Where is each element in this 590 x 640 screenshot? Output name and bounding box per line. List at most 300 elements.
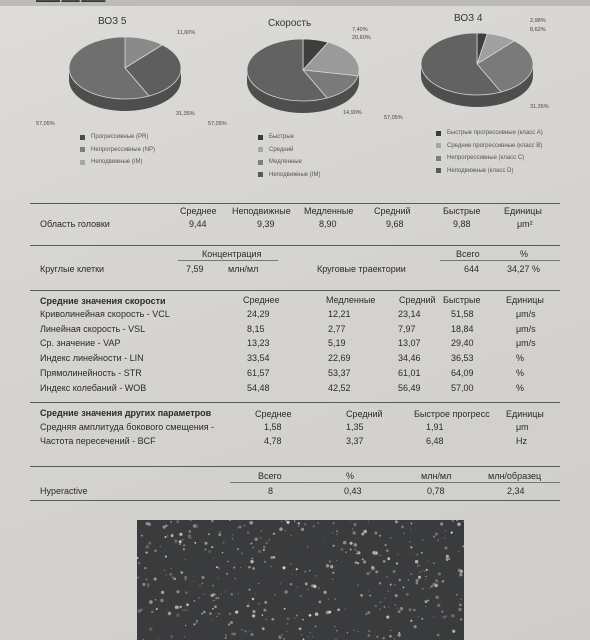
cell-speck [417, 564, 420, 567]
cell-speck [451, 614, 454, 617]
col-header: Единицы [504, 206, 542, 216]
cell-speck [390, 630, 391, 631]
cell-speck [174, 539, 177, 542]
value: 42,52 [328, 382, 351, 393]
cell-speck [379, 608, 381, 610]
cell-speck [215, 597, 217, 599]
value: 2,34 [507, 486, 525, 496]
cell-speck [271, 618, 274, 621]
pie-label: 31,35% [176, 111, 195, 117]
cell-speck [164, 570, 165, 571]
cell-speck [353, 630, 354, 631]
cell-speck [422, 587, 424, 589]
value: 56,49 [398, 382, 421, 393]
value: 51,58 [451, 309, 474, 319]
cell-speck [452, 520, 454, 522]
cell-speck [180, 571, 183, 574]
value: 29,40 [451, 338, 474, 349]
cell-speck [172, 576, 174, 578]
cell-speck [281, 521, 282, 522]
cell-speck [208, 550, 211, 553]
cell-speck [395, 594, 398, 597]
cell-speck [422, 540, 423, 541]
cell-speck [282, 634, 284, 636]
cell-speck [147, 586, 148, 587]
cell-speck [442, 580, 445, 583]
value: 9,39 [257, 219, 275, 229]
cell-speck [213, 593, 215, 595]
cell-speck [235, 610, 238, 613]
speed-row-label: Индекс линейности - LIN [40, 353, 144, 364]
chart-title-who5: ВОЗ 5 [98, 16, 127, 27]
cell-speck [184, 636, 185, 637]
cell-speck [282, 566, 285, 569]
cell-speck [363, 560, 366, 563]
cell-speck [287, 623, 288, 624]
cell-speck [444, 537, 446, 539]
cell-speck [262, 627, 265, 630]
microscopy-texture [137, 520, 464, 640]
value: 54,48 [247, 382, 270, 393]
cell-speck [179, 533, 182, 536]
cell-speck [389, 635, 392, 638]
cell-speck [250, 633, 253, 636]
cell-speck [194, 542, 196, 544]
cell-speck [332, 532, 333, 533]
cell-speck [330, 565, 333, 568]
cell-speck [334, 626, 336, 628]
value: 0,78 [427, 486, 445, 496]
col-header: Среднее [243, 295, 280, 305]
cell-speck [403, 587, 405, 589]
cell-speck [336, 560, 337, 561]
unit: % [516, 382, 525, 393]
cell-speck [225, 590, 226, 591]
cell-speck [333, 545, 335, 547]
cell-speck [175, 606, 178, 609]
cell-speck [268, 539, 270, 541]
speed-row-label: Индекс колебаний - WOB [40, 382, 147, 393]
cell-speck [398, 610, 401, 613]
cell-speck [433, 583, 436, 586]
legend-who5 [80, 131, 155, 169]
cell-speck [184, 576, 187, 579]
cell-speck [446, 555, 449, 558]
cell-speck [368, 630, 370, 632]
cell-speck [463, 521, 464, 522]
cell-speck [184, 559, 185, 560]
cell-speck [386, 576, 388, 578]
cell-speck [248, 566, 250, 568]
cell-speck [209, 612, 212, 615]
cell-speck [171, 534, 173, 536]
value: 13,07 [398, 338, 421, 349]
cell-speck [424, 571, 425, 572]
cell-speck [186, 610, 187, 611]
cell-speck [274, 594, 276, 596]
cell-speck [317, 522, 319, 524]
cell-speck [216, 616, 217, 617]
cell-speck [456, 594, 458, 596]
cell-speck [458, 608, 461, 611]
cell-speck [260, 530, 262, 532]
cell-speck [149, 600, 153, 604]
cell-speck [220, 594, 221, 595]
cell-speck [243, 629, 244, 630]
cell-speck [307, 589, 308, 590]
cell-speck [249, 521, 253, 525]
cell-speck [225, 634, 227, 636]
divider [178, 260, 278, 261]
cell-speck [182, 539, 183, 540]
value: 12,21 [328, 309, 351, 319]
cell-speck [213, 600, 214, 601]
cell-speck [255, 593, 256, 594]
cell-speck [387, 591, 388, 592]
cell-speck [383, 560, 386, 563]
cell-speck [232, 538, 233, 539]
legend-swatch [80, 147, 85, 152]
cell-speck [379, 582, 381, 584]
legend-label: Непрогрессивные (NP) [91, 146, 155, 153]
cell-speck [186, 603, 189, 606]
cell-speck [249, 589, 251, 591]
cell-speck [231, 593, 233, 595]
cell-speck [445, 595, 446, 596]
col-header: Неподвижные [232, 206, 291, 216]
cell-speck [237, 548, 239, 550]
cell-speck [345, 551, 347, 553]
cell-speck [222, 552, 224, 554]
cell-speck [151, 610, 153, 612]
legend-label: Неподвижные (класс D) [447, 167, 514, 174]
cell-speck [179, 543, 181, 545]
legend-label: Неподвижные (IM) [91, 159, 143, 166]
cell-speck [208, 533, 210, 535]
cell-speck [368, 590, 369, 591]
legend-swatch [258, 135, 263, 140]
cell-speck [433, 535, 435, 537]
cell-speck [284, 608, 286, 610]
unit: μm/s [516, 309, 536, 319]
cell-speck [185, 591, 188, 594]
cell-speck [240, 567, 241, 568]
cell-speck [258, 603, 260, 605]
cell-speck [290, 563, 292, 565]
cell-speck [459, 604, 462, 607]
cell-speck [312, 636, 313, 637]
cell-speck [229, 520, 231, 521]
legend-label: Неподвижные (IM) [269, 171, 321, 178]
cell-speck [354, 543, 358, 547]
value: 1,91 [426, 422, 444, 432]
speed-row-label: Линейная скорость - VSL [40, 323, 146, 334]
cell-speck [438, 582, 439, 583]
pie-label: 57,05% [384, 115, 403, 121]
pie-label: 31,35% [530, 104, 549, 110]
cell-speck [357, 584, 359, 586]
cell-speck [241, 629, 243, 631]
cell-speck [385, 598, 386, 599]
cell-speck [328, 611, 331, 614]
cell-speck [352, 531, 356, 535]
cell-speck [416, 579, 419, 582]
value: 53,37 [328, 367, 351, 378]
cell-speck [410, 546, 412, 548]
value: 34,46 [398, 353, 421, 364]
cell-speck [427, 600, 429, 602]
cell-speck [379, 555, 381, 557]
cell-speck [433, 616, 434, 617]
cell-speck [218, 567, 220, 569]
cell-speck [254, 538, 258, 542]
cell-speck [435, 533, 438, 536]
col-header: Быстрые [443, 206, 481, 216]
cell-speck [460, 618, 462, 620]
cell-speck [413, 609, 415, 611]
value: 33,54 [247, 353, 270, 364]
legend-speed [258, 131, 320, 181]
pie-label: 7,40% [352, 27, 368, 33]
other-row-label: Частота пересечений - BCF [40, 436, 156, 446]
col-header: млн/мл [421, 471, 452, 481]
legend-who4 [436, 127, 543, 177]
legend-swatch [258, 160, 263, 165]
value: 7,97 [398, 323, 416, 334]
cell-speck [238, 593, 239, 594]
cell-speck [458, 569, 461, 572]
cell-speck [435, 579, 438, 582]
value: 61,57 [247, 367, 270, 378]
cell-speck [383, 637, 385, 639]
cell-speck [283, 638, 284, 639]
cell-speck [399, 632, 401, 634]
cell-speck [410, 620, 412, 622]
col-header: Концентрация [202, 249, 262, 259]
cell-speck [229, 612, 232, 615]
cell-speck [307, 546, 308, 547]
cell-speck [147, 583, 150, 586]
cell-speck [357, 562, 359, 564]
cell-speck [218, 533, 221, 536]
cell-speck [387, 557, 390, 560]
value: 1,35 [346, 422, 364, 432]
cell-speck [326, 564, 329, 567]
cell-speck [296, 614, 298, 616]
cell-speck [360, 594, 363, 597]
cell-speck [218, 613, 220, 615]
value: 9,68 [386, 219, 404, 229]
cell-speck [220, 531, 221, 532]
cell-speck [366, 572, 369, 575]
cell-speck [214, 605, 217, 608]
cell-speck [145, 579, 147, 581]
cell-speck [284, 590, 287, 593]
cell-speck [199, 585, 200, 586]
cell-speck [361, 533, 364, 536]
cell-speck [247, 531, 250, 534]
cell-speck [459, 573, 462, 576]
cell-speck [426, 569, 428, 571]
value: 4,78 [264, 436, 282, 446]
col-header: Медленные [326, 295, 376, 305]
cell-speck [444, 546, 447, 549]
cell-speck [203, 594, 204, 595]
cell-speck [230, 621, 233, 624]
cell-speck [304, 523, 306, 525]
pie-chart-who5 [60, 28, 190, 123]
cell-speck [183, 544, 185, 546]
header-mark: ▬▬▬▬ ▬▬▬ ▬▬▬▬ [36, 0, 106, 4]
cell-speck [144, 567, 146, 569]
cell-speck [218, 597, 220, 599]
cell-speck [394, 638, 395, 639]
col-header: млн/образец [488, 471, 542, 481]
cell-speck [390, 537, 391, 538]
cell-speck [160, 599, 164, 603]
value: 7,59 [186, 264, 204, 274]
speed-row-label: Прямолинейность - STR [40, 367, 142, 378]
cell-speck [401, 525, 404, 528]
chart-title-speed: Скорость [268, 18, 312, 29]
cell-speck [244, 525, 245, 526]
cell-speck [278, 635, 282, 639]
value: 22,69 [328, 353, 351, 364]
value: 2,77 [328, 323, 346, 334]
cell-speck [410, 523, 412, 525]
cell-speck [191, 537, 192, 538]
cell-speck [141, 535, 143, 537]
cell-speck [456, 520, 457, 521]
cell-speck [358, 631, 359, 632]
cell-speck [394, 584, 395, 585]
value: 64,09 [451, 367, 474, 378]
cell-speck [393, 570, 396, 573]
pie-label: 2,98% [530, 18, 546, 24]
value: 9,44 [189, 219, 207, 229]
cell-speck [412, 553, 413, 554]
unit: % [516, 353, 525, 364]
cell-speck [148, 542, 151, 545]
cell-speck [419, 571, 421, 573]
cell-speck [409, 608, 412, 611]
cell-speck [263, 549, 265, 551]
pie-label: 8,62% [530, 27, 546, 33]
cell-speck [140, 609, 142, 611]
chart-title-who4: ВОЗ 4 [454, 13, 483, 24]
cell-speck [166, 574, 167, 575]
value: 1,58 [264, 422, 282, 432]
cell-speck [301, 528, 304, 531]
row-label: Hyperactive [40, 486, 88, 496]
cell-speck [315, 575, 316, 576]
cell-speck [336, 530, 338, 532]
cell-speck [165, 536, 167, 538]
cell-speck [137, 577, 139, 579]
cell-speck [142, 583, 145, 586]
cell-speck [375, 605, 378, 608]
cell-speck [270, 566, 271, 567]
cell-speck [286, 617, 289, 620]
cell-speck [410, 529, 411, 530]
legend-label: Прогрессивные (PR) [91, 134, 149, 141]
cell-speck [313, 525, 315, 527]
col-header: % [520, 249, 529, 259]
cell-speck [438, 572, 441, 575]
cell-speck [180, 606, 183, 609]
cell-speck [137, 557, 139, 559]
cell-speck [263, 546, 266, 549]
col-header: Медленные [304, 206, 354, 216]
cell-speck [291, 535, 292, 536]
cell-speck [440, 522, 443, 525]
value: 34,27 % [507, 264, 541, 274]
cell-speck [350, 542, 353, 545]
value: 36,53 [451, 353, 474, 364]
cell-speck [366, 613, 368, 615]
speed-row-label: Криволинейная скорость - VCL [40, 309, 170, 319]
cell-speck [250, 631, 251, 632]
cell-speck [425, 606, 426, 607]
cell-speck [315, 626, 317, 628]
cell-speck [298, 522, 300, 524]
cell-speck [234, 578, 236, 580]
cell-speck [245, 631, 247, 633]
cell-speck [179, 540, 182, 543]
cell-speck [444, 530, 446, 532]
unit: млн/мл [228, 264, 259, 274]
pie-chart-who4 [412, 24, 542, 119]
legend-label: Средние прогрессивные (класс B) [447, 142, 543, 149]
cell-speck [368, 634, 371, 637]
cell-speck [182, 609, 184, 611]
legend-swatch [80, 160, 85, 165]
cell-speck [386, 549, 389, 552]
cell-speck [263, 609, 266, 612]
divider [30, 290, 560, 291]
legend-label: Непрогрессивные (класс C) [447, 155, 525, 162]
cell-speck [452, 630, 455, 633]
cell-speck [313, 585, 316, 588]
sperm-microscopy-image [137, 520, 464, 640]
col-header: % [346, 471, 355, 481]
cell-speck [185, 579, 187, 581]
cell-speck [292, 574, 293, 575]
cell-speck [431, 585, 433, 587]
value: 8,90 [319, 219, 337, 229]
cell-speck [201, 613, 203, 615]
cell-speck [204, 548, 206, 550]
cell-speck [203, 611, 206, 614]
col-header: Средний [374, 206, 411, 216]
other-row-label: Средняя амплитуда бокового смещения - [40, 422, 215, 432]
cell-speck [297, 587, 298, 588]
cell-speck [184, 609, 185, 610]
legend-swatch [436, 143, 441, 148]
cell-speck [273, 533, 276, 536]
cell-speck [369, 572, 371, 574]
legend-swatch [436, 131, 441, 136]
cell-speck [305, 582, 308, 585]
cell-speck [154, 577, 157, 580]
cell-speck [165, 556, 167, 558]
cell-speck [344, 609, 345, 610]
speed-row-label: Ср. значение - VAP [40, 338, 121, 349]
cell-speck [273, 556, 276, 559]
cell-speck [158, 638, 159, 639]
cell-speck [460, 598, 461, 599]
cell-speck [286, 631, 287, 632]
